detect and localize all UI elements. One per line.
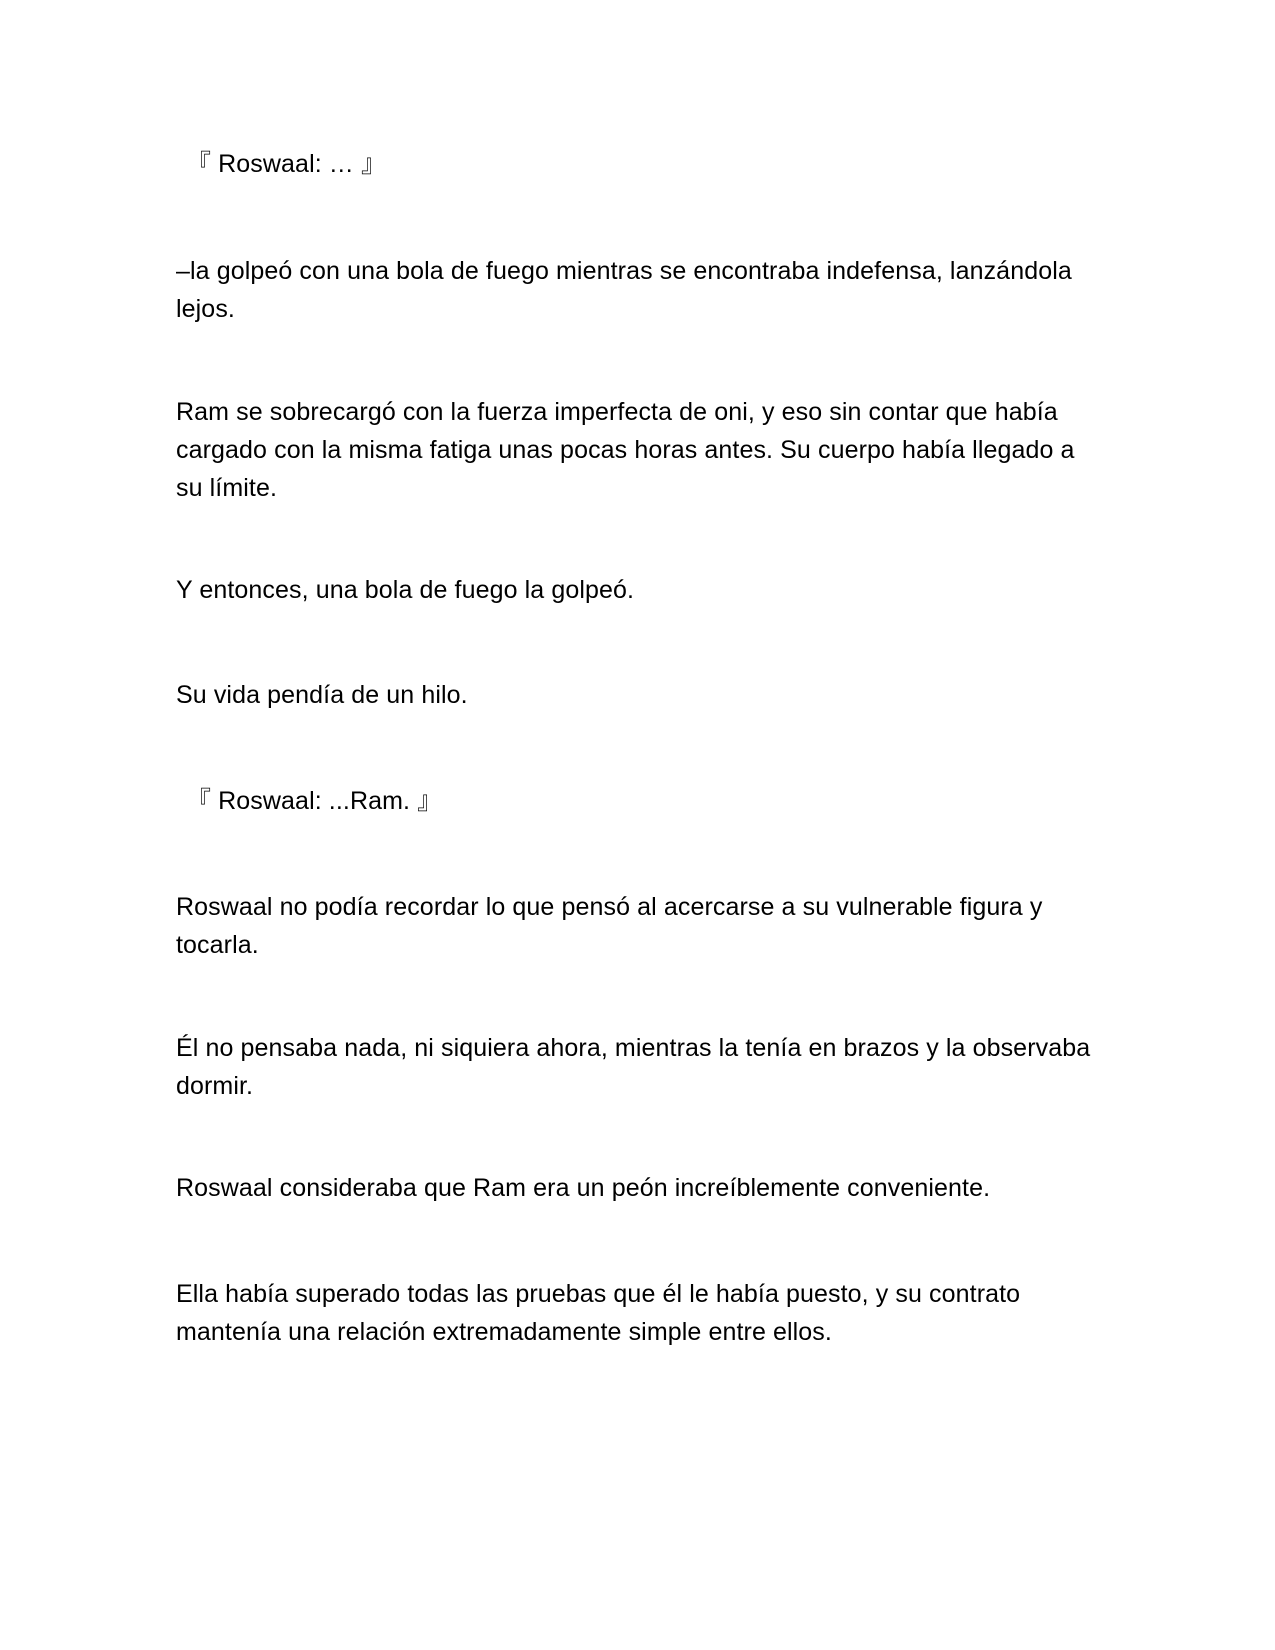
paragraph: Roswaal no podía recordar lo que pensó al acercarse a su vulnerable figura y tocarla. [176, 893, 1043, 959]
dialogue-line: 『 Roswaal: ...Ram. 』 [186, 787, 443, 815]
paragraph: Él no pensaba nada, ni siquiera ahora, mientras la tenía en brazos y la observaba dormir. [176, 1034, 1091, 1100]
paragraph: Roswaal consideraba que Ram era un peón increíblemente conveniente. [176, 1174, 991, 1202]
paragraph: Su vida pendía de un hilo. [176, 681, 468, 709]
dialogue-line: 『 Roswaal: … 』 [186, 150, 387, 178]
paragraph: Ella había superado todas las pruebas que él le había puesto, y su contrato mantenía una relación extremadamente simple entre ellos. [176, 1280, 1021, 1346]
paragraph: –la golpeó con una bola de fuego mientras se encontraba indefensa, lanzándola lejos. [176, 257, 1072, 323]
paragraph: Ram se sobrecargó con la fuerza imperfecta de oni, y eso sin contar que había cargado con la misma fatiga unas pocas horas antes. Su cuerpo había llegado a su límite. [176, 398, 1075, 502]
paragraph: Y entonces, una bola de fuego la golpeó. [176, 576, 635, 604]
